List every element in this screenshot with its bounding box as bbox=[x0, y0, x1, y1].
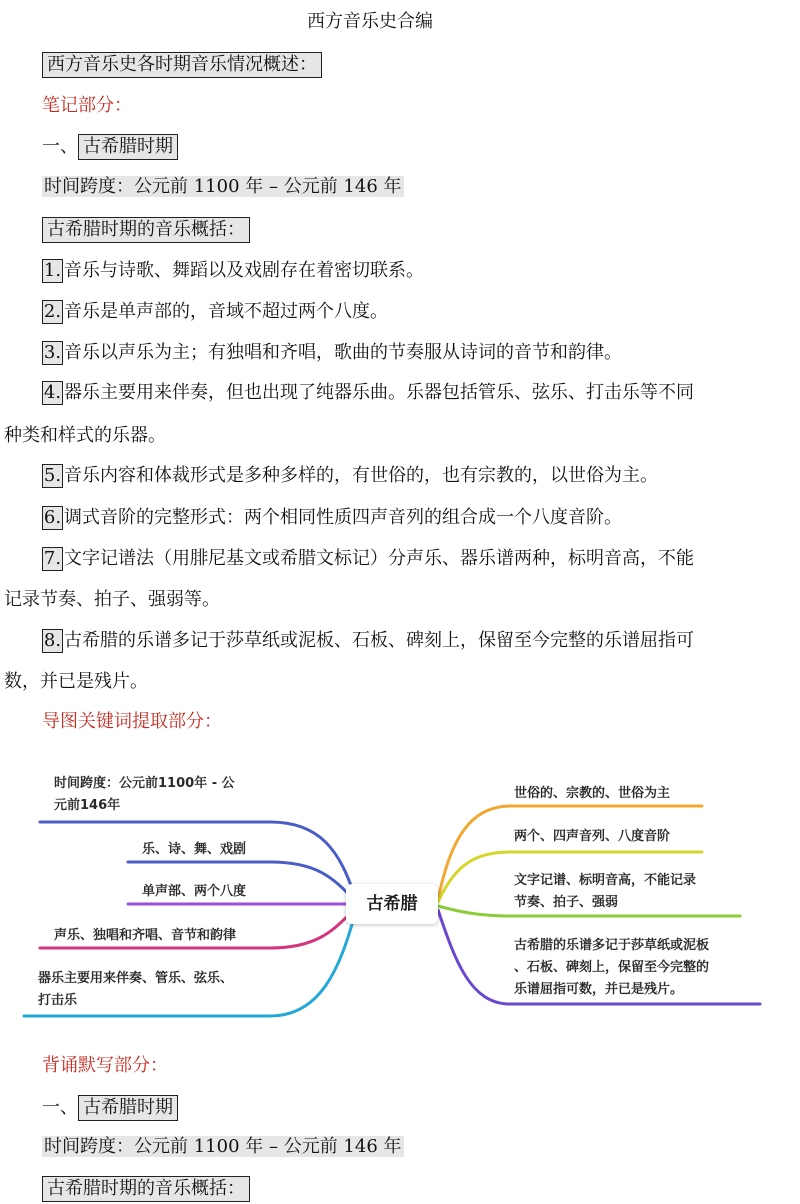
mindmap-left-node: 乐、诗、舞、戏剧 bbox=[142, 842, 247, 857]
mindmap-node-line: 古希腊的乐谱多记于莎草纸或泥板 bbox=[514, 938, 710, 953]
recite-time-span-line bbox=[42, 1135, 404, 1159]
recite-heading: 背诵默写部分： bbox=[42, 1055, 168, 1076]
mindmap-right-node bbox=[514, 935, 709, 1001]
mindmap-node-line: 器乐主要用来伴奏、管乐、弦乐、 bbox=[38, 971, 234, 986]
mindmap-node-line: 时间跨度：公元前1100年 - 公 bbox=[54, 776, 235, 791]
mindmap-right-node: 两个、四声音列、八度音阶 bbox=[514, 829, 671, 844]
item-text: 音乐内容和体裁形式是多种多样的，有世俗的，也有宗教的，以世俗为主。 bbox=[64, 465, 658, 486]
time-span: 时间跨度：公元前 1100 年 – 公元前 146 年 bbox=[44, 176, 402, 197]
item-continuation: 数，并已是残片。 bbox=[4, 671, 148, 692]
item-text: 文字记谱法（用腓尼基文或希腊文标记）分声乐、器乐谱两种，标明音高，不能 bbox=[64, 548, 694, 569]
period-name: 古希腊时期 bbox=[78, 134, 178, 160]
time-span-line bbox=[42, 175, 404, 199]
recite-summary-heading-line bbox=[42, 1176, 250, 1202]
item-text: 古希腊的乐谱多记于莎草纸或泥板、石板、碑刻上，保留至今完整的乐谱屈指可 bbox=[64, 630, 694, 651]
item-number: 2. bbox=[43, 301, 62, 322]
list-item bbox=[42, 381, 694, 405]
doc-title: 西方音乐史合编 bbox=[307, 11, 433, 32]
overview-heading bbox=[42, 52, 322, 78]
list-item bbox=[42, 629, 694, 653]
mindmap bbox=[0, 760, 800, 1030]
mindmap-center-node: 古希腊 bbox=[346, 884, 438, 924]
mindmap-left-node: 单声部、两个八度 bbox=[142, 884, 247, 899]
item-text: 音乐与诗歌、舞蹈以及戏剧存在着密切联系。 bbox=[64, 260, 424, 281]
mindmap-right-node: 世俗的、宗教的、世俗为主 bbox=[514, 786, 671, 801]
list-item bbox=[42, 506, 622, 530]
mindmap-node-line: 乐谱屈指可数，并已是残片。 bbox=[514, 982, 684, 997]
list-item bbox=[42, 547, 694, 571]
recite-summary-heading: 古希腊时期的音乐概括： bbox=[42, 1176, 250, 1202]
item-number: 3. bbox=[43, 342, 62, 363]
period-line bbox=[42, 134, 178, 160]
recite-time-span: 时间跨度：公元前 1100 年 – 公元前 146 年 bbox=[44, 1136, 402, 1157]
mindmap-left-node bbox=[38, 968, 233, 1012]
item-number: 7. bbox=[43, 548, 62, 569]
mindmap-node-line: 文字记谱、标明音高，不能记录 bbox=[514, 873, 697, 888]
mindmap-right-node bbox=[514, 870, 696, 914]
item-text: 器乐主要用来伴奏，但也出现了纯器乐曲。乐器包括管乐、弦乐、打击乐等不同 bbox=[64, 382, 694, 403]
item-number: 5. bbox=[43, 465, 62, 486]
item-number: 6. bbox=[43, 507, 62, 528]
item-continuation: 记录节奏、拍子、强弱等。 bbox=[4, 589, 220, 610]
item-number: 8. bbox=[43, 630, 62, 651]
summary-heading-line bbox=[42, 217, 250, 243]
period-prefix: 一、 bbox=[42, 136, 78, 157]
list-item bbox=[42, 464, 658, 488]
list-item bbox=[42, 341, 622, 365]
mindmap-node-line: 元前146年 bbox=[54, 798, 121, 813]
recite-period-prefix: 一、 bbox=[42, 1097, 78, 1118]
item-text: 音乐以声乐为主；有独唱和齐唱，歌曲的节奏服从诗词的音节和韵律。 bbox=[64, 342, 622, 363]
mindmap-node-line: 、石板、碑刻上，保留至今完整的 bbox=[514, 960, 710, 975]
item-number: 4. bbox=[43, 382, 62, 403]
mindmap-left-node bbox=[54, 773, 235, 817]
list-item bbox=[42, 300, 388, 324]
item-text: 调式音阶的完整形式：两个相同性质四声音列的组合成一个八度音阶。 bbox=[64, 507, 622, 528]
recite-period-name: 古希腊时期 bbox=[78, 1095, 178, 1121]
item-text: 音乐是单声部的，音域不超过两个八度。 bbox=[64, 301, 388, 322]
mindmap-node-line: 节奏、拍子、强弱 bbox=[514, 895, 619, 910]
item-number: 1. bbox=[43, 260, 62, 281]
overview-heading-text: 西方音乐史各时期音乐情况概述： bbox=[42, 52, 322, 78]
recite-period-line bbox=[42, 1095, 178, 1121]
notes-heading: 笔记部分： bbox=[42, 95, 132, 116]
mindmap-node-line: 打击乐 bbox=[38, 993, 78, 1008]
mindmap-heading: 导图关键词提取部分： bbox=[42, 711, 222, 732]
list-item bbox=[42, 259, 424, 283]
mindmap-left-node: 声乐、独唱和齐唱、音节和韵律 bbox=[54, 928, 237, 943]
summary-heading: 古希腊时期的音乐概括： bbox=[42, 217, 250, 243]
item-continuation: 种类和样式的乐器。 bbox=[4, 425, 166, 446]
